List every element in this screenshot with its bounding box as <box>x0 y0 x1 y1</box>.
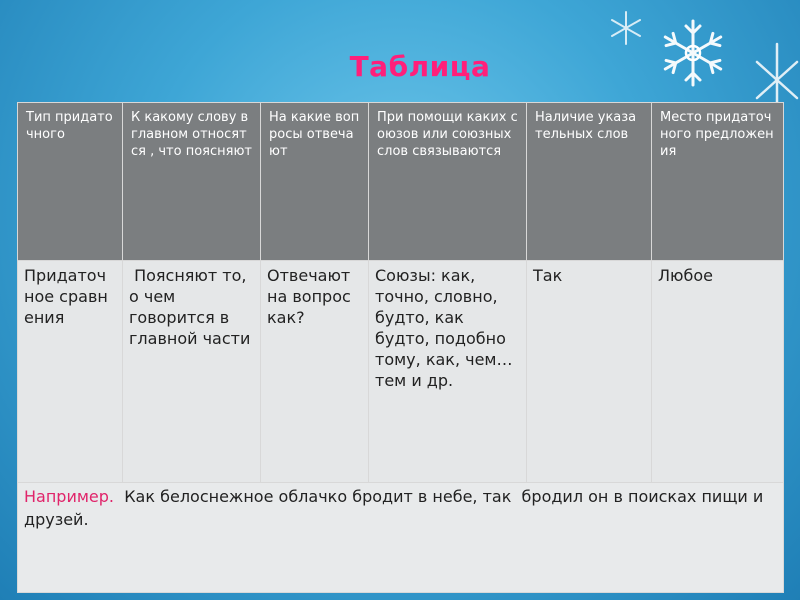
snowflake-icon <box>606 8 646 48</box>
cell-conjunctions: Союзы: как, точно, словно, будто, как будто, подобно тому, как, чем…тем и др. <box>369 261 527 483</box>
header-cell-conjunctions: При помощи каких союзов или союзных слов связываются <box>369 103 527 261</box>
cell-relation: Поясняют то, о чем говорится в главной части <box>123 261 261 483</box>
header-cell-demonstratives: Наличие указательных слов <box>527 103 652 261</box>
example-label: Например. <box>24 487 115 506</box>
cell-position: Любое <box>652 261 784 483</box>
cell-demonstratives: Так <box>527 261 652 483</box>
comparison-table <box>17 102 783 592</box>
example-row <box>18 483 784 593</box>
header-cell-type: Тип придаточного <box>18 103 123 261</box>
table-header-row <box>18 103 784 261</box>
example-cell <box>18 483 784 593</box>
example-text: Как белоснежное облачко бродит в небе, так бродил он в поисках пищи и друзей. <box>24 487 769 529</box>
page-title: Таблица <box>349 50 491 83</box>
cell-questions: Отвечают на вопрос как? <box>261 261 369 483</box>
table-row <box>18 261 784 483</box>
header-cell-position: Место придаточного предложения <box>652 103 784 261</box>
cell-type: Придаточное сравнения <box>18 261 123 483</box>
header-cell-questions: На какие вопросы отвечают <box>261 103 369 261</box>
header-cell-relation: К какому слову в главном относятся , что поясняют <box>123 103 261 261</box>
